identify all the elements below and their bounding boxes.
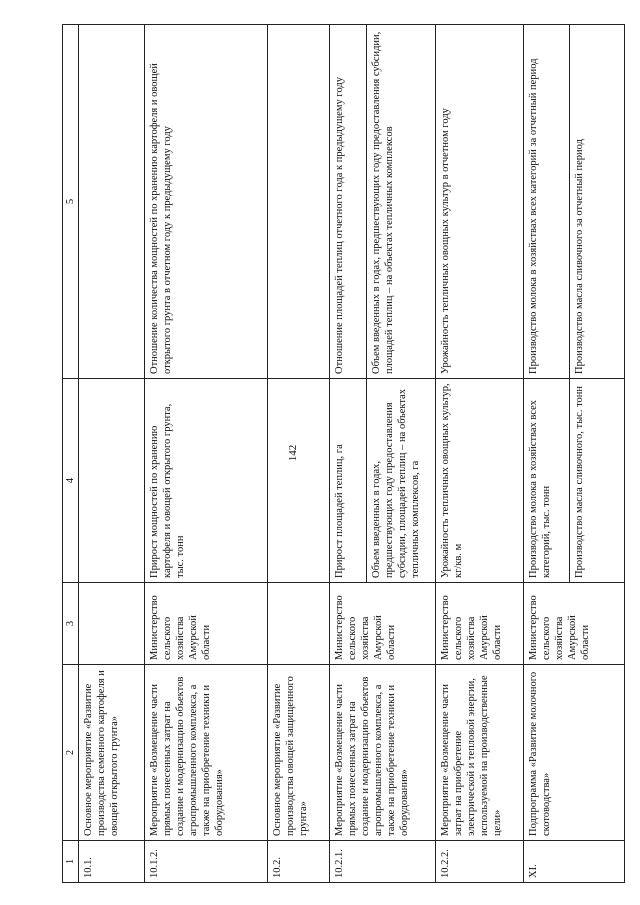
column-header: 1 [63,841,79,883]
executor-cell: Министерство сельского хозяйства Амурской области [329,583,435,665]
indicator-cell: Урожайность тепличных овощных культур, кг/кв. м [435,379,523,583]
row-number-cell: 10.2.2. [435,841,523,883]
table-row [523,25,569,883]
executor-cell: Министерство сельского хозяйства Амурской области [523,583,624,665]
column-header: 5 [63,25,79,379]
indicator-cell [268,379,330,583]
table-row [145,25,268,883]
page-number: 142 [287,444,299,462]
table-row [268,25,330,883]
executor-cell [79,583,145,665]
table-row [329,25,366,883]
column-header: 2 [63,665,79,841]
method-cell [79,25,145,379]
activity-name-cell: Подпрограмма «Развитие молочного скотоводства» [523,665,624,841]
method-cell: Урожайность тепличных овощных культур в отчетном году [435,25,523,379]
row-number-cell: 10.1. [79,841,145,883]
activity-name-cell: Основное мероприятие «Развитие производства овощей защищенного грунта» [268,665,330,841]
activity-name-cell: Мероприятие «Возмещение части прямых понесенных затрат на создание и модернизацию объектов агропромышленного комплекса, а также на приобретение техники и оборудования» [145,665,268,841]
indicator-table [62,24,625,883]
indicator-cell: Прирост мощностей по хранению картофеля и овощей открытого грунта, тыс. тонн [145,379,268,583]
row-number-cell: 10.2.1. [329,841,435,883]
activity-name-cell: Мероприятие «Возмещение части затрат на приобретение электрической и тепловой энергии, используемой на производственные цели» [435,665,523,841]
column-header: 4 [63,379,79,583]
table-row [435,25,523,883]
row-number-cell: XI. [523,841,624,883]
row-number-cell: 10.1.2. [145,841,268,883]
indicator-cell [79,379,145,583]
method-cell: Производство масла сливочного за отчетный период [569,25,624,379]
rotated-table-container [62,25,625,883]
activity-name-cell: Основное мероприятие «Развитие производства семенного картофеля и овощей открытого грунта» [79,665,145,841]
method-cell: Объем введенных в годах, предшествующих году предоставления субсидии, площадей теплиц – на объектах тепличных комплексов [367,25,435,379]
column-header: 3 [63,583,79,665]
indicator-cell: Прирост площадей теплиц, га [329,379,366,583]
indicator-cell: Производство молока в хозяйствах всех категорий, тыс. тонн [523,379,569,583]
method-cell [268,25,330,379]
executor-cell: Министерство сельского хозяйства Амурской области [145,583,268,665]
table-row [79,25,145,883]
activity-name-cell: Мероприятие «Возмещение части прямых понесенных затрат на создание и модернизацию объектов агропромышленного комплекса, а также на приобретение техники и оборудования» [329,665,435,841]
method-cell: Отношение количества мощностей по хранению картофеля и овощей открытого грунта в отчетном году к предыдущему году [145,25,268,379]
method-cell: Отношение площадей теплиц отчетного года к предыдущему году [329,25,366,379]
executor-cell: Министерство сельского хозяйства Амурской области [435,583,523,665]
column-number-row [63,25,79,883]
row-number-cell: 10.2. [268,841,330,883]
method-cell: Производство молока в хозяйствах всех категорий за отчетный период [523,25,569,379]
indicator-cell: Производство масла сливочного, тыс. тонн [569,379,624,583]
indicator-cell: Объем введенных в годах, предшествующих году предоставления субсидии, площадей теплиц – на объектах тепличных комплексов, га [367,379,435,583]
executor-cell [268,583,330,665]
